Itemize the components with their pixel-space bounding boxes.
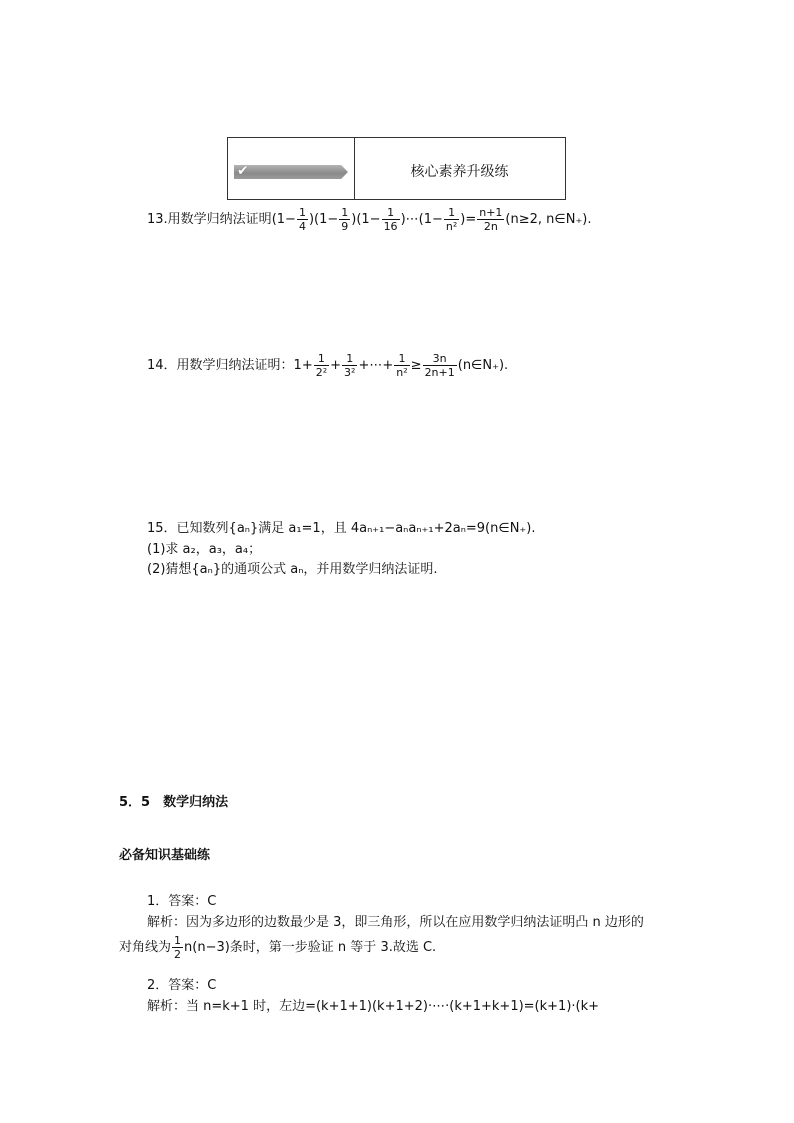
fraction: $\frac{1}{4}$ (298, 206, 306, 233)
answer-2-line1: 解析：当 n=k+1 时，左边=(k+1+1)(k+1+2)·⋯·(k+1+k+1)=(k+1)·(k+ (147, 999, 600, 1014)
answer-2-label: 2．答案：C (147, 978, 217, 993)
section-banner (227, 137, 566, 200)
fraction: $\frac{3n}{2n+1}$ (424, 352, 455, 379)
section-heading: 5．5 数学归纳法 (119, 795, 229, 810)
problem-15-line3: (2)猜想{aₙ}的通项公式 aₙ，并用数学归纳法证明. (147, 562, 438, 577)
fraction: $\frac{1}{2}$ (174, 934, 182, 961)
problem-15-line2: (1)求 a₂，a₃，a₄； (147, 542, 262, 557)
fraction: $\frac{1}{\text{3²}}$ (344, 352, 356, 379)
answer-1-line2: 对角线为 $\frac{1}{2}$ n(n−3)条时，第一步验证 n 等于 3.故选 C. (119, 934, 437, 961)
section-subheading: 必备知识基础练 (119, 848, 211, 863)
fraction: $\frac{1}{9}$ (341, 206, 349, 233)
fraction: $\frac{1}{16}$ (383, 206, 398, 233)
fraction: $\frac{n+1}{2n}$ (479, 206, 503, 233)
fraction: $\frac{1}{\text{n²}}$ (396, 352, 408, 379)
checkmark-icon: ✔ (237, 163, 249, 179)
banner-ribbon (234, 165, 348, 179)
problem-15-line1: 15．已知数列{aₙ}满足 a₁=1，且 4aₙ₊₁−aₙaₙ₊₁+2aₙ=9(n∈N₊). (147, 521, 536, 536)
problem-14: 14．用数学归纳法证明：1+ $\frac{1}{\text{2²}}$ + $\frac{1}{\text{3²}}$ +⋯+ $\frac{1}{\text{n²}}$ ≥ $\frac{3n}{2n+1}$ (n∈N₊). (147, 352, 509, 379)
banner-title: 核心素养升级练 (410, 164, 509, 180)
problem-13: 13.用数学归纳法证明(1− $\frac{1}{4}$ )(1− $\frac{1}{9}$ )(1− $\frac{1}{16}$ )⋯(1− $\frac{1}{\text{n²}}$ )= $\frac{n+1}{2n}$ (n≥2, n∈N₊). (147, 206, 592, 233)
answer-1-label: 1．答案：C (147, 894, 217, 909)
answer-1-line1: 解析：因为多边形的边数最少是 3，即三角形，所以在应用数学归纳法证明凸 n 边形的 (147, 915, 644, 930)
fraction: $\frac{1}{\text{n²}}$ (445, 206, 458, 233)
fraction: $\frac{1}{\text{2²}}$ (315, 352, 328, 379)
